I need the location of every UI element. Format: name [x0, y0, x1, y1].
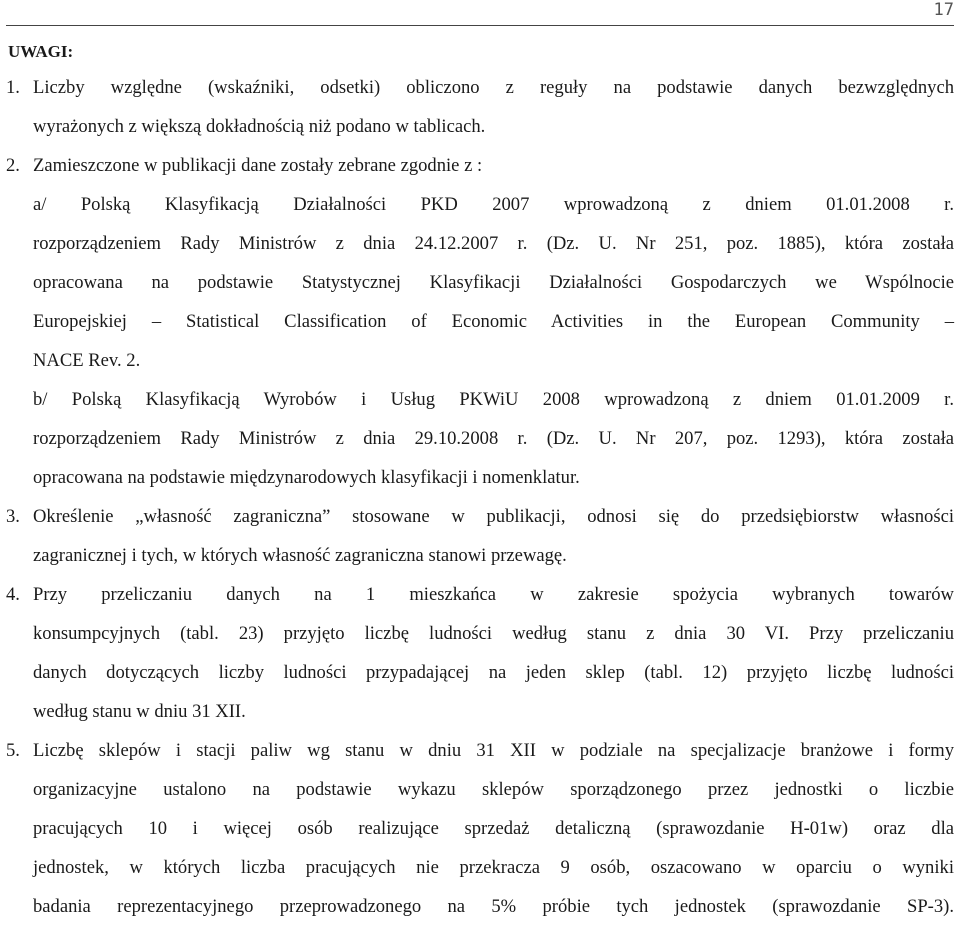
note-line: Europejskiej – Statistical Classification of Economic Activities in the European Community – [33, 311, 954, 332]
note-line: opracowana na podstawie Statystycznej Klasyfikacji Działalności Gospodarczych we Wspólnocie [33, 272, 954, 293]
note-line: pracujących 10 i więcej osób realizujące sprzedaż detaliczną (sprawozdanie H-01w) oraz dla [33, 818, 954, 839]
note-line: jednostek, w których liczba pracujących nie przekracza 9 osób, oszacowano w oparciu o wyniki [33, 857, 954, 878]
notes-heading: UWAGI: [8, 42, 74, 61]
note-5 [6, 731, 954, 926]
note-line: Liczby względne (wskaźniki, odsetki) obliczono z reguły na podstawie danych bezwzględnych [33, 77, 954, 98]
note-line: rozporządzeniem Rady Ministrów z dnia 24.12.2007 r. (Dz. U. Nr 251, poz. 1885), która została [33, 233, 954, 254]
note-line: według stanu w dniu 31 XII. [33, 701, 246, 722]
header-rule [6, 25, 954, 26]
note-line: NACE Rev. 2. [33, 350, 141, 371]
note-number: 5. [6, 740, 20, 761]
note-2 [6, 146, 954, 497]
note-line: a/ Polską Klasyfikacją Działalności PKD 2007 wprowadzoną z dniem 01.01.2008 r. [33, 194, 954, 215]
note-line: zagranicznej i tych, w których własność zagraniczna stanowi przewagę. [33, 545, 567, 566]
note-line: konsumpcyjnych (tabl. 23) przyjęto liczbę ludności według stanu z dnia 30 VI. Przy przeliczaniu [33, 623, 954, 644]
note-line: organizacyjne ustalono na podstawie wykazu sklepów sporządzonego przez jednostki o liczbie [33, 779, 954, 800]
note-number: 1. [6, 77, 20, 98]
page-number: 17 [933, 0, 954, 20]
note-line: Liczbę sklepów i stacji paliw wg stanu w dniu 31 XII w podziale na specjalizacje branżowe i formy [33, 740, 954, 761]
note-line: Przy przeliczaniu danych na 1 mieszkańca w zakresie spożycia wybranych towarów [33, 584, 954, 605]
note-number: 2. [6, 155, 20, 176]
note-line: opracowana na podstawie międzynarodowych klasyfikacji i nomenklatur. [33, 467, 580, 488]
note-line: danych dotyczących liczby ludności przypadającej na jeden sklep (tabl. 12) przyjęto liczbę ludności [33, 662, 954, 683]
notes-content [6, 36, 954, 926]
note-line: wyrażonych z większą dokładnością niż podano w tablicach. [33, 116, 486, 137]
note-4 [6, 575, 954, 731]
note-line: Określenie „własność zagraniczna” stosowane w publikacji, odnosi się do przedsiębiorstw własności [33, 506, 954, 527]
note-1 [6, 68, 954, 146]
note-3 [6, 497, 954, 575]
note-line: rozporządzeniem Rady Ministrów z dnia 29.10.2008 r. (Dz. U. Nr 207, poz. 1293), która została [33, 428, 954, 449]
note-line: Zamieszczone w publikacji dane zostały zebrane zgodnie z : [33, 155, 483, 176]
note-line: b/ Polską Klasyfikacją Wyrobów i Usług PKWiU 2008 wprowadzoną z dniem 01.01.2009 r. [33, 389, 954, 410]
note-number: 4. [6, 584, 20, 605]
note-line: badania reprezentacyjnego przeprowadzonego na 5% próbie tych jednostek (sprawozdanie SP-3). [33, 896, 954, 917]
note-number: 3. [6, 506, 20, 527]
